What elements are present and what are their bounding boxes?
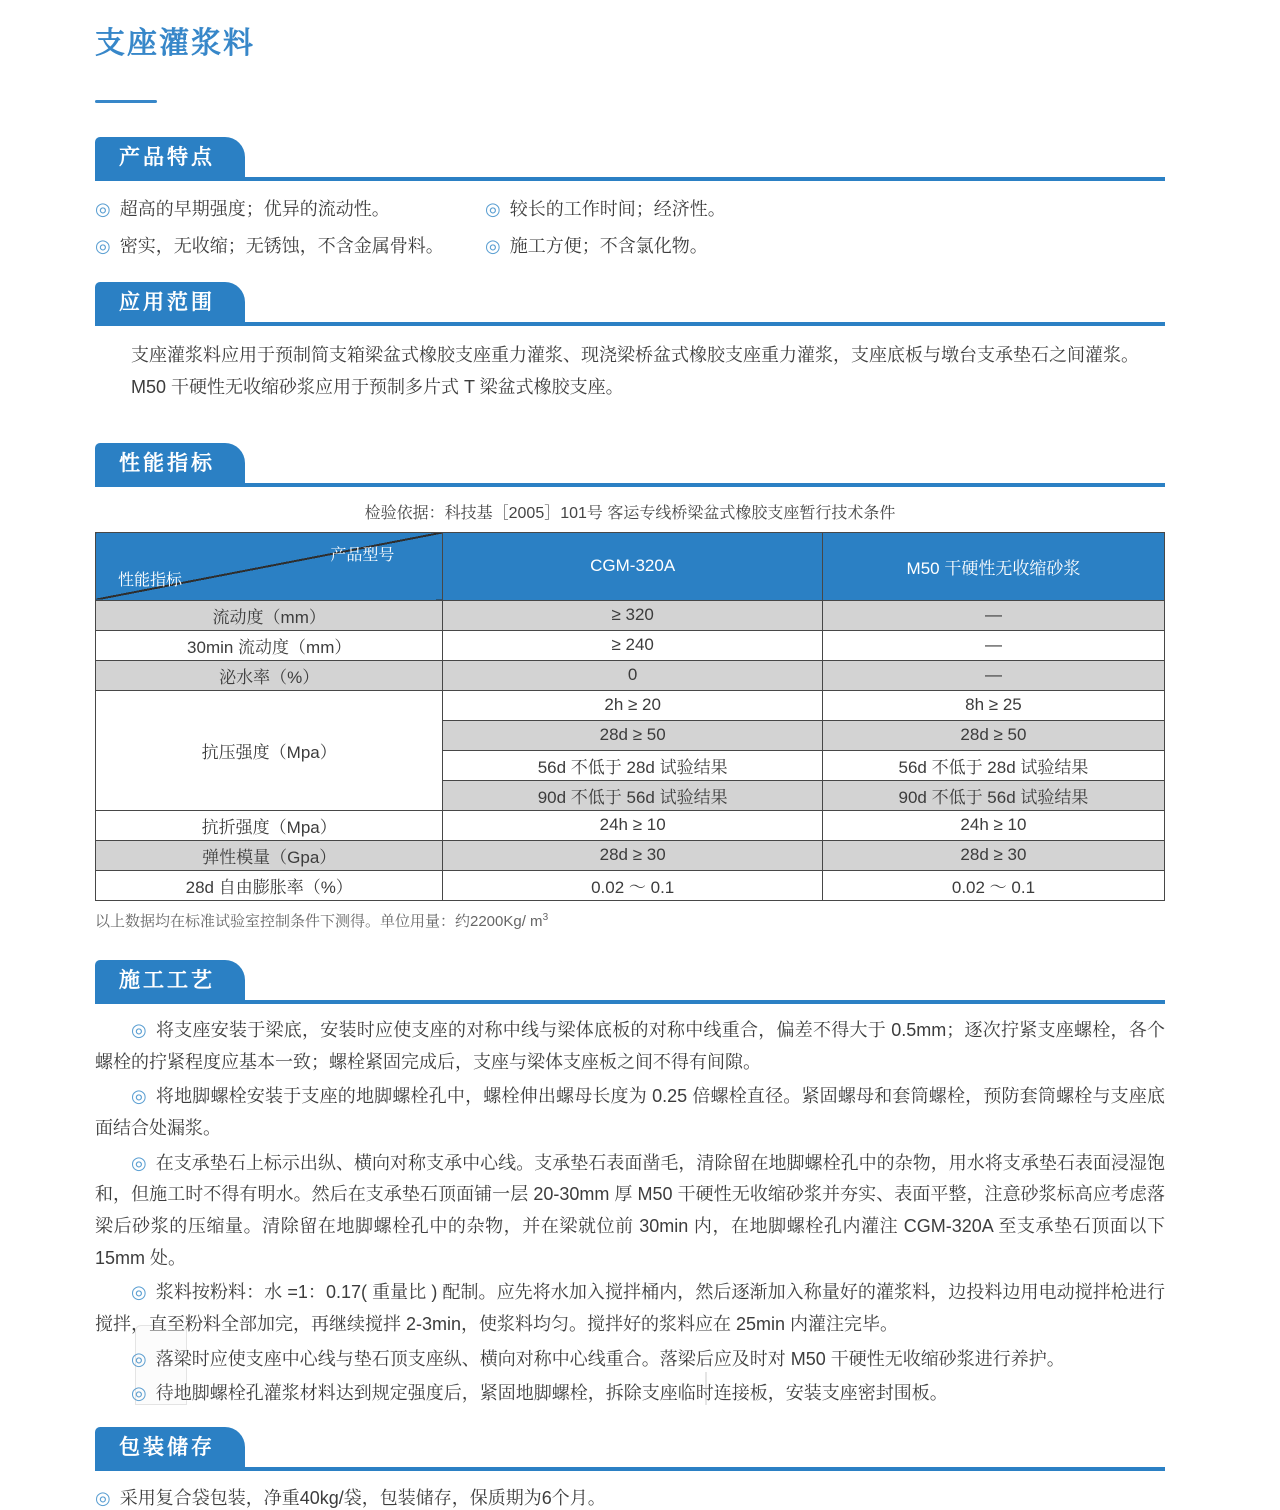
ring-bullet-icon: ◎ (131, 1152, 147, 1173)
packaging-text (95, 1471, 1165, 1510)
row-label: 30min 流动度（mm） (96, 630, 443, 660)
section-header-performance (95, 443, 1165, 487)
test-basis-text: 检验依据：科技基［2005］101号 客运专线桥梁盆式橡胶支座暂行技术条件 (364, 504, 896, 522)
table-footnote: 以上数据均在标准试验室控制条件下测得。单位用量：约2200Kg/ $m^3$ (95, 911, 549, 930)
cell: 28d ≥ 30 (443, 840, 822, 870)
step-text: 在支承垫石上标示出纵、横向对称支承中心线。支承垫石表面凿毛，清除留在地脚螺栓孔中的杂物，用水将支承垫石表面浸湿饱和，但施工时不得有明水。然后在支承垫石顶面铺一层 20-30mm 厚 M50 干硬性无收缩砂浆并夯实、表面平整，注意砂浆标高应考虑落梁后砂浆的压缩量。清除留在地脚螺栓孔中的杂物，并在梁就位前 30min 内，在地脚螺栓孔内灌注 CGM-320A 至支承垫石顶面以下 15mm 处。 (95, 1152, 1165, 1268)
ring-bullet-icon: ◎ (131, 1086, 147, 1107)
list-item (95, 196, 485, 224)
list-item (95, 233, 485, 261)
table-row (96, 690, 1165, 720)
list-item (95, 1344, 1165, 1376)
cell: 56d 不低于 28d 试验结果 (822, 750, 1164, 780)
step-text: 待地脚螺栓孔灌浆材料达到规定强度后，紧固地脚螺栓，拆除支座临时连接板，安装支座密封围板。 (155, 1383, 948, 1404)
list-item (95, 1081, 1165, 1144)
cell: 0.02 ～ 0.1 (443, 870, 822, 900)
ring-bullet-icon: ◎ (485, 235, 501, 256)
table-row (96, 630, 1165, 660)
list-item (95, 1378, 1165, 1410)
cell: 8h ≥ 25 (822, 690, 1164, 720)
feature-text: 密实，无收缩；无锈蚀，不含金属骨料。 (119, 235, 444, 256)
section-tab-construction: 施工工艺 (95, 960, 245, 1000)
row-label: 流动度（mm） (96, 600, 443, 630)
section-header-construction (95, 960, 1165, 1004)
performance-table (95, 532, 1165, 901)
construction-steps (95, 1004, 1165, 1410)
table-row (96, 600, 1165, 630)
ring-bullet-icon: ◎ (95, 235, 111, 256)
cell: 90d 不低于 56d 试验结果 (443, 780, 822, 810)
ring-bullet-icon: ◎ (131, 1348, 147, 1369)
ring-bullet-icon: ◎ (95, 199, 111, 219)
cell: 2h ≥ 20 (443, 690, 822, 720)
column-header: M50 干硬性无收缩砂浆 (822, 532, 1164, 600)
list-item (95, 1277, 1165, 1340)
ring-bullet-icon: ◎ (131, 1282, 147, 1303)
row-label: 弹性模量（Gpa） (96, 840, 443, 870)
cell: 0 (443, 660, 822, 690)
section-header-application (95, 282, 1165, 326)
section-tab-performance: 性能指标 (95, 443, 245, 483)
table-header-row (96, 532, 1165, 600)
paragraph: M50 干硬性无收缩砂浆应用于预制多片式 T 梁盆式橡胶支座。 (131, 376, 624, 397)
cell: ≥ 320 (443, 600, 822, 630)
section-header-packaging (95, 1427, 1165, 1471)
corner-label-product-model: 产品型号 (330, 546, 395, 564)
cell: 24h ≥ 10 (443, 810, 822, 840)
cell: 24h ≥ 10 (822, 810, 1164, 840)
section-tab-packaging: 包装储存 (95, 1427, 245, 1467)
cell: 28d ≥ 50 (822, 720, 1164, 750)
ring-bullet-icon: ◎ (131, 1019, 147, 1040)
table-row (96, 660, 1165, 690)
cell: — (822, 600, 1164, 630)
list-item (485, 233, 1165, 261)
list-item (95, 1484, 1165, 1510)
application-text (95, 326, 1165, 403)
cell: 0.02 ～ 0.1 (822, 870, 1164, 900)
cell: 56d 不低于 28d 试验结果 (443, 750, 822, 780)
features-list (95, 181, 1165, 261)
ring-bullet-icon: ◎ (485, 199, 501, 219)
step-text: 落梁时应使支座中心线与垫石顶支座纵、横向对称中心线重合。落梁后应及时对 M50 干硬性无收缩砂浆进行养护。 (155, 1348, 1065, 1369)
watermark-artifact (705, 1372, 707, 1405)
packaging-item-text: 采用复合袋包装，净重40kg/袋，包装储存，保质期为6个月。 (119, 1487, 606, 1508)
cell: 28d ≥ 50 (443, 720, 822, 750)
table-row (96, 870, 1165, 900)
table-row (96, 840, 1165, 870)
section-tab-application: 应用范围 (95, 282, 245, 322)
row-label: 泌水率（%） (96, 660, 443, 690)
title-underline (95, 100, 157, 103)
section-header-features (95, 137, 1165, 181)
cell: 28d ≥ 30 (822, 840, 1164, 870)
feature-text: 较长的工作时间；经济性。 (509, 199, 726, 219)
step-text: 浆料按粉料：水 =1：0.17( 重量比 ) 配制。应先将水加入搅拌桶内，然后逐渐加入称量好的灌浆料，边投料边用电动搅拌枪进行搅拌，直至粉料全部加完，再继续搅拌 2-3min，使浆料均匀。搅拌好的浆料应在 25min 内灌注完毕。 (95, 1282, 1165, 1334)
feature-text: 施工方便；不含氯化物。 (509, 235, 708, 256)
cell: — (822, 630, 1164, 660)
list-item (95, 1015, 1165, 1078)
step-text: 将支座安装于梁底，安装时应使支座的对称中线与梁体底板的对称中线重合，偏差不得大于 0.5mm；逐次拧紧支座螺栓，各个螺栓的拧紧程度应基本一致；螺栓紧固完成后，支座与梁体支座板之间不得有间隙。 (95, 1019, 1165, 1072)
list-item (95, 1148, 1165, 1275)
cell: 90d 不低于 56d 试验结果 (822, 780, 1164, 810)
row-label: 抗折强度（Mpa） (96, 810, 443, 840)
row-label-compressive-strength: 抗压强度（Mpa） (96, 690, 443, 810)
page-title: 支座灌浆料 (95, 27, 255, 60)
watermark-artifact (135, 1325, 187, 1405)
step-text: 将地脚螺栓安装于支座的地脚螺栓孔中，螺栓伸出螺母长度为 0.25 倍螺栓直径。紧固螺母和套筒螺栓，预防套筒螺栓与支座底面结合处漏浆。 (95, 1086, 1165, 1138)
ring-bullet-icon: ◎ (95, 1487, 111, 1508)
cell: ≥ 240 (443, 630, 822, 660)
row-label: 28d 自由膨胀率（%） (96, 870, 443, 900)
cell: — (822, 660, 1164, 690)
ring-bullet-icon: ◎ (131, 1383, 147, 1404)
feature-text: 超高的早期强度；优异的流动性。 (119, 199, 390, 219)
list-item (485, 196, 1165, 224)
table-row (96, 810, 1165, 840)
corner-label-performance-index: 性能指标 (118, 571, 183, 589)
table-corner-cell (96, 532, 443, 600)
superscript-3: 3 (542, 911, 549, 923)
paragraph: 支座灌浆料应用于预制简支箱梁盆式橡胶支座重力灌浆、现浇梁桥盆式橡胶支座重力灌浆，支座底板与墩台支承垫石之间灌浆。 (131, 344, 1139, 365)
column-header: CGM-320A (443, 532, 822, 600)
section-tab-features: 产品特点 (95, 137, 245, 177)
